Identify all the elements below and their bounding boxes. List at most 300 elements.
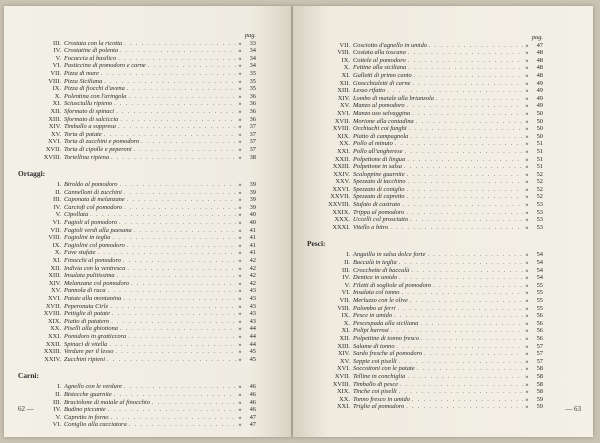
dot-leader — [118, 325, 236, 333]
entry-page-number: 54 — [536, 251, 543, 259]
ditto-mark: » — [525, 163, 529, 171]
index-entry — [18, 154, 256, 162]
ditto-mark: » — [525, 259, 529, 267]
dot-leader — [397, 259, 523, 267]
dot-leader — [126, 333, 236, 341]
index-entry — [307, 102, 543, 110]
entry-page-number: 36 — [249, 92, 256, 100]
index-entry — [307, 373, 543, 381]
dot-leader — [109, 414, 236, 422]
ditto-mark: » — [238, 332, 242, 340]
index-entry — [18, 348, 256, 356]
index-entry — [18, 414, 256, 422]
entry-title: Caponata di melanzane — [64, 196, 125, 204]
entry-title: Spezzato di coniglio — [353, 185, 405, 193]
entry-title: Peperonata Cirle — [64, 302, 109, 310]
ditto-mark: » — [238, 211, 242, 219]
entry-title: Pesce in umido — [353, 312, 393, 320]
entry-title: Pollo all'ungherese — [353, 147, 403, 155]
entry-title: Bistecche guarnite — [64, 390, 112, 398]
entry-page-number: 58 — [536, 388, 543, 396]
entry-page-number: 56 — [536, 312, 543, 320]
dot-leader — [408, 297, 523, 305]
ditto-mark: » — [525, 304, 529, 312]
index-entry — [18, 70, 256, 78]
entry-page-number: 56 — [536, 319, 543, 327]
ditto-mark: » — [525, 289, 529, 297]
section-title: Ortaggi: — [18, 169, 46, 179]
entry-title: Fettine alla siciliana — [353, 64, 407, 72]
index-entry — [18, 116, 256, 124]
dot-leader — [422, 350, 523, 358]
ditto-mark: » — [238, 355, 242, 363]
entry-number: IX. — [341, 56, 350, 64]
entry-title: Timballo a soppresa — [64, 123, 116, 131]
entry-title: Pollo al minuto — [353, 140, 393, 148]
index-entry — [18, 303, 256, 311]
dot-leader — [111, 234, 236, 242]
dot-leader — [132, 227, 236, 235]
entry-number: V. — [55, 54, 61, 62]
entry-title: Crocchette di baccalà — [353, 266, 410, 274]
entry-title: Fagiolini in teglia — [64, 234, 111, 242]
index-entry — [18, 310, 256, 318]
entry-title: Fagiolini col pomodoro — [64, 241, 125, 249]
entry-page-number: 43 — [249, 295, 256, 302]
ditto-mark: » — [238, 77, 242, 85]
entry-number: VII. — [339, 297, 350, 304]
entry-title: Focaccia al basilico — [64, 54, 117, 62]
dot-leader — [410, 110, 523, 118]
entry-page-number: 58 — [536, 365, 543, 373]
entry-title: Tonno fresco in umido — [353, 395, 410, 403]
entry-number: XVIII. — [332, 380, 350, 388]
dot-leader — [419, 335, 523, 343]
dot-leader — [414, 118, 523, 126]
entry-number: X. — [54, 92, 61, 100]
entry-number: X. — [343, 64, 350, 72]
entry-page-number: 52 — [536, 185, 543, 193]
entry-number: XIX. — [337, 388, 350, 396]
ditto-mark: » — [525, 365, 529, 373]
entry-number: V. — [344, 281, 350, 289]
entry-number: XII. — [50, 264, 61, 272]
ditto-mark: » — [238, 54, 242, 62]
index-entry — [307, 57, 543, 65]
ditto-mark: » — [525, 49, 529, 57]
entry-title: Torta di cipolle e peperoni — [64, 145, 132, 153]
dot-leader — [118, 116, 236, 124]
dot-leader — [403, 148, 523, 156]
entry-page-number: 50 — [536, 109, 543, 117]
ditto-mark: » — [525, 334, 529, 342]
ditto-mark: » — [525, 274, 529, 282]
entry-number: VI. — [341, 289, 350, 297]
entry-page-number: 48 — [536, 64, 543, 72]
entry-number: XXII. — [45, 340, 61, 348]
entry-title: Soccottoni con le patate — [353, 365, 415, 373]
entry-page-number: 37 — [249, 138, 256, 146]
ditto-mark: » — [525, 327, 529, 335]
dot-leader — [400, 201, 523, 209]
index-entry — [307, 365, 543, 373]
ditto-mark: » — [525, 87, 529, 95]
dot-leader — [113, 348, 236, 356]
index-entry — [307, 289, 543, 297]
entry-number: XVI. — [48, 295, 61, 302]
dot-leader — [405, 171, 523, 179]
entry-number: I. — [57, 383, 61, 391]
dot-leader — [425, 251, 523, 259]
ditto-mark: » — [525, 281, 529, 289]
entry-number: XVII. — [45, 145, 61, 153]
entry-title: Budino piccante — [64, 406, 106, 414]
index-entry — [18, 421, 256, 429]
ditto-mark: » — [525, 403, 529, 411]
dot-leader — [102, 131, 236, 139]
index-entry — [18, 280, 256, 288]
ditto-mark: » — [238, 92, 242, 100]
ditto-mark: » — [525, 208, 529, 216]
ditto-mark: » — [525, 297, 529, 304]
entry-title: Zucchini ripieni — [64, 355, 106, 363]
entry-page-number: 47 — [536, 41, 543, 49]
index-entry — [307, 118, 543, 126]
index-entry — [307, 381, 543, 389]
index-entry — [18, 131, 256, 139]
ditto-mark: » — [525, 395, 529, 403]
entry-number: VIII. — [337, 304, 350, 312]
index-entry — [18, 325, 256, 333]
dot-leader — [392, 312, 523, 320]
entry-number: XXVII. — [330, 193, 350, 201]
entry-title: Morione alla contadina — [353, 117, 414, 125]
index-entry — [18, 242, 256, 250]
entry-number: XIII. — [337, 342, 350, 350]
entry-page-number: 37 — [249, 130, 256, 138]
index-entry — [307, 251, 543, 259]
entry-number: IV. — [342, 274, 350, 282]
entry-page-number: 52 — [536, 193, 543, 201]
entry-page-number: 39 — [249, 196, 256, 204]
index-entry — [18, 62, 256, 70]
ditto-mark: » — [525, 147, 529, 155]
entry-number: XII. — [50, 107, 61, 115]
entry-number: XXI. — [48, 332, 61, 340]
entry-page-number: 42 — [249, 264, 256, 272]
dot-leader — [431, 282, 523, 290]
entry-number: IX. — [341, 312, 350, 320]
ditto-mark: » — [525, 79, 529, 87]
ditto-mark: » — [525, 170, 529, 178]
ditto-mark: » — [238, 390, 242, 398]
entry-title: Pizza di fiocchi d'avena — [64, 85, 125, 93]
ditto-mark: » — [238, 188, 242, 196]
entry-number: XVI. — [48, 138, 61, 146]
entry-title: Fagioli verdi alla paesana — [64, 226, 132, 234]
ditto-mark: » — [525, 64, 529, 72]
dot-leader — [406, 64, 523, 72]
entry-title: Galletti di primo canto — [353, 71, 412, 79]
entry-number: XIV. — [48, 123, 61, 131]
dot-leader — [405, 102, 523, 110]
entry-number: VIII. — [48, 234, 61, 242]
index-entry — [307, 297, 543, 305]
entry-page-number: 42 — [249, 279, 256, 287]
page-column-header: pag. — [531, 34, 543, 41]
ditto-mark: » — [238, 249, 242, 257]
entry-page-number: 52 — [536, 170, 543, 178]
ditto-mark: » — [525, 71, 529, 79]
ditto-mark: » — [525, 140, 529, 148]
dot-leader — [393, 140, 523, 148]
ditto-mark: » — [525, 102, 529, 110]
dot-leader — [132, 146, 236, 154]
entry-title: Manzo uso selvaggina — [353, 109, 411, 117]
entry-number: XV. — [50, 130, 61, 138]
entry-title: Torta di patate — [64, 130, 102, 138]
dot-leader — [409, 267, 523, 275]
dot-leader — [404, 186, 523, 194]
entry-number: XVIII. — [43, 310, 61, 318]
entry-title: Lesso rifatto — [353, 87, 386, 95]
dot-leader — [122, 383, 236, 391]
entry-page-number: 50 — [536, 117, 543, 125]
entry-title: Crostatine di polenta — [64, 47, 119, 55]
index-entry — [18, 40, 256, 48]
dot-leader — [125, 242, 236, 250]
entry-page-number: 46 — [249, 390, 256, 398]
entry-title: Cosciotto d'agnello in umido — [353, 41, 427, 49]
entry-number: XV. — [50, 287, 61, 295]
ditto-mark: » — [238, 287, 242, 295]
entry-number: VI. — [52, 421, 61, 429]
dot-leader — [117, 219, 236, 227]
dot-leader — [400, 289, 523, 297]
entry-page-number: 51 — [536, 140, 543, 148]
ditto-mark: » — [525, 251, 529, 259]
index-entry — [307, 327, 543, 335]
ditto-mark: » — [238, 310, 242, 318]
entry-number: II. — [55, 188, 61, 196]
entry-page-number: 48 — [536, 49, 543, 57]
entry-title: Salame di tonno — [353, 342, 395, 350]
index-entry — [307, 125, 543, 133]
dot-leader — [412, 72, 523, 80]
dot-leader — [397, 274, 523, 282]
entry-page-number: 57 — [536, 350, 543, 358]
entry-title: Pomidoro in gratticcora — [64, 332, 127, 340]
dot-leader — [88, 211, 236, 219]
entry-number: XIV. — [337, 94, 350, 102]
entry-number: VI. — [52, 62, 61, 70]
ditto-mark: » — [238, 203, 242, 211]
index-entry — [307, 216, 543, 224]
entry-page-number: 39 — [249, 203, 256, 211]
ditto-mark: » — [238, 47, 242, 55]
index-entry — [18, 196, 256, 204]
dot-leader — [397, 388, 523, 396]
ditto-mark: » — [238, 383, 242, 391]
dot-leader — [396, 305, 523, 313]
section-title: Pesci: — [307, 239, 326, 249]
entry-page-number: 44 — [249, 332, 256, 340]
dot-leader — [118, 47, 236, 55]
entry-number: XXI. — [337, 403, 350, 411]
entry-number: XXIV. — [44, 355, 61, 363]
entry-number: X. — [343, 319, 350, 327]
entry-title: Pannola di ruca — [64, 287, 106, 295]
entry-number: XXIII. — [43, 348, 61, 356]
entry-number: XII. — [339, 79, 350, 87]
ditto-mark: » — [238, 115, 242, 123]
dot-leader — [116, 123, 236, 131]
entry-title: Pescespada alla siciliana — [353, 319, 419, 327]
index-entry — [307, 186, 543, 194]
entry-title: Biroldo al pomodoro — [64, 181, 118, 189]
entry-page-number: 45 — [249, 355, 256, 363]
index-entry — [307, 259, 543, 267]
ditto-mark: » — [238, 295, 242, 302]
entry-title: Pasticcino di pomodoro e carne — [64, 62, 146, 70]
ditto-mark: » — [525, 223, 529, 231]
entry-page-number: 49 — [536, 94, 543, 102]
dot-leader — [99, 70, 236, 78]
entry-page-number: 52 — [536, 178, 543, 186]
ditto-mark: » — [238, 302, 242, 310]
entry-title: Palombo ai ferri — [353, 304, 396, 312]
entry-page-number: 48 — [536, 56, 543, 64]
ditto-mark: » — [525, 357, 529, 365]
entry-page-number: 54 — [536, 266, 543, 274]
dot-leader — [385, 87, 523, 95]
index-entry — [18, 356, 256, 364]
entry-number: IV. — [53, 406, 61, 414]
entry-page-number: 36 — [249, 115, 256, 123]
entry-page-number: 51 — [536, 155, 543, 163]
ditto-mark: » — [525, 117, 529, 125]
entry-page-number: 34 — [249, 62, 256, 70]
ditto-mark: » — [525, 109, 529, 117]
entry-number: IV. — [53, 203, 61, 211]
entry-title: Cipollata — [64, 211, 89, 219]
dot-leader — [405, 156, 523, 164]
entry-title: Gnocchialetti di carne — [353, 79, 411, 87]
ditto-mark: » — [238, 107, 242, 115]
entry-title: Cannelloni di zucchini — [64, 188, 122, 196]
dot-leader — [398, 381, 523, 389]
entry-number: XX. — [339, 395, 350, 403]
ditto-mark: » — [525, 193, 529, 201]
entry-page-number: 51 — [536, 163, 543, 171]
entry-title: Fave stufate — [64, 249, 96, 257]
section-title: Carni: — [18, 371, 39, 381]
index-entry — [307, 224, 543, 232]
dot-leader — [109, 154, 236, 162]
ditto-mark: » — [525, 132, 529, 140]
entry-page-number: 49 — [536, 87, 543, 95]
entry-number: XXIV. — [333, 170, 350, 178]
ditto-mark: » — [238, 138, 242, 146]
entry-title: Insalata col tonno — [353, 289, 400, 297]
entry-page-number: 49 — [536, 102, 543, 110]
dot-leader — [150, 399, 236, 407]
dot-leader — [434, 95, 523, 103]
entry-title: Torta di zucchini e pomodoro — [64, 138, 140, 146]
entry-page-number: 39 — [249, 188, 256, 196]
entry-number: V. — [55, 413, 61, 421]
ditto-mark: » — [238, 257, 242, 265]
ditto-mark: » — [238, 272, 242, 280]
ditto-mark: » — [525, 155, 529, 163]
index-entry — [307, 201, 543, 209]
dot-leader — [139, 138, 236, 146]
entry-title: Dentice in umido — [353, 274, 398, 282]
entry-number: XXIII. — [332, 163, 350, 171]
entry-number: XXIX. — [332, 208, 350, 216]
ditto-mark: » — [238, 406, 242, 414]
index-entry — [18, 265, 256, 273]
entry-title: Baccalà in teglia — [353, 259, 397, 267]
index-entry — [18, 227, 256, 235]
entry-title: Polentina con l'aringola — [64, 92, 127, 100]
entry-page-number: 58 — [536, 380, 543, 388]
index-entry — [307, 49, 543, 57]
index-entry — [18, 181, 256, 189]
entry-number: VIII. — [48, 77, 61, 85]
entry-page-number: 54 — [536, 259, 543, 267]
entry-title: Coniglio alla cacciatora — [64, 421, 127, 429]
index-entry — [18, 189, 256, 197]
index-entry — [307, 140, 543, 148]
ditto-mark: » — [525, 319, 529, 327]
entry-title: Tortellina ripiena — [64, 153, 110, 161]
index-entry — [307, 343, 543, 351]
index-entry — [18, 318, 256, 326]
index-entry — [307, 178, 543, 186]
entry-title: Occhiuchi coi funghi — [353, 125, 407, 133]
index-entry — [18, 85, 256, 93]
dot-leader — [109, 318, 236, 326]
entry-number: XXXI. — [332, 223, 350, 231]
entry-page-number: 53 — [536, 223, 543, 231]
ditto-mark: » — [238, 62, 242, 70]
entry-number: XIX. — [337, 132, 350, 140]
entry-number: XIV. — [48, 279, 61, 287]
entry-title: Polpettone in salsa — [353, 163, 402, 171]
right-page-number: — 63 — [565, 405, 581, 413]
entry-title: Telline in conchiglia — [353, 372, 406, 380]
entry-number: XX. — [50, 325, 61, 333]
entry-number: XXII. — [334, 155, 350, 163]
ditto-mark: » — [238, 153, 242, 161]
entry-page-number: 47 — [249, 421, 256, 429]
dot-leader — [115, 272, 236, 280]
dot-leader — [405, 193, 523, 201]
ditto-mark: » — [525, 266, 529, 274]
entry-number: XXV. — [335, 178, 350, 186]
entry-number: IX. — [52, 85, 61, 93]
entry-title: Stufato di castrato — [353, 201, 401, 209]
entry-page-number: 56 — [536, 334, 543, 342]
entry-page-number: 43 — [249, 310, 256, 318]
entry-title: Crostata con la ricotta — [64, 39, 123, 47]
ditto-mark: » — [238, 145, 242, 153]
dot-leader — [415, 365, 523, 373]
index-entry — [307, 388, 543, 396]
entry-page-number: 46 — [249, 406, 256, 414]
entry-page-number: 56 — [536, 327, 543, 335]
